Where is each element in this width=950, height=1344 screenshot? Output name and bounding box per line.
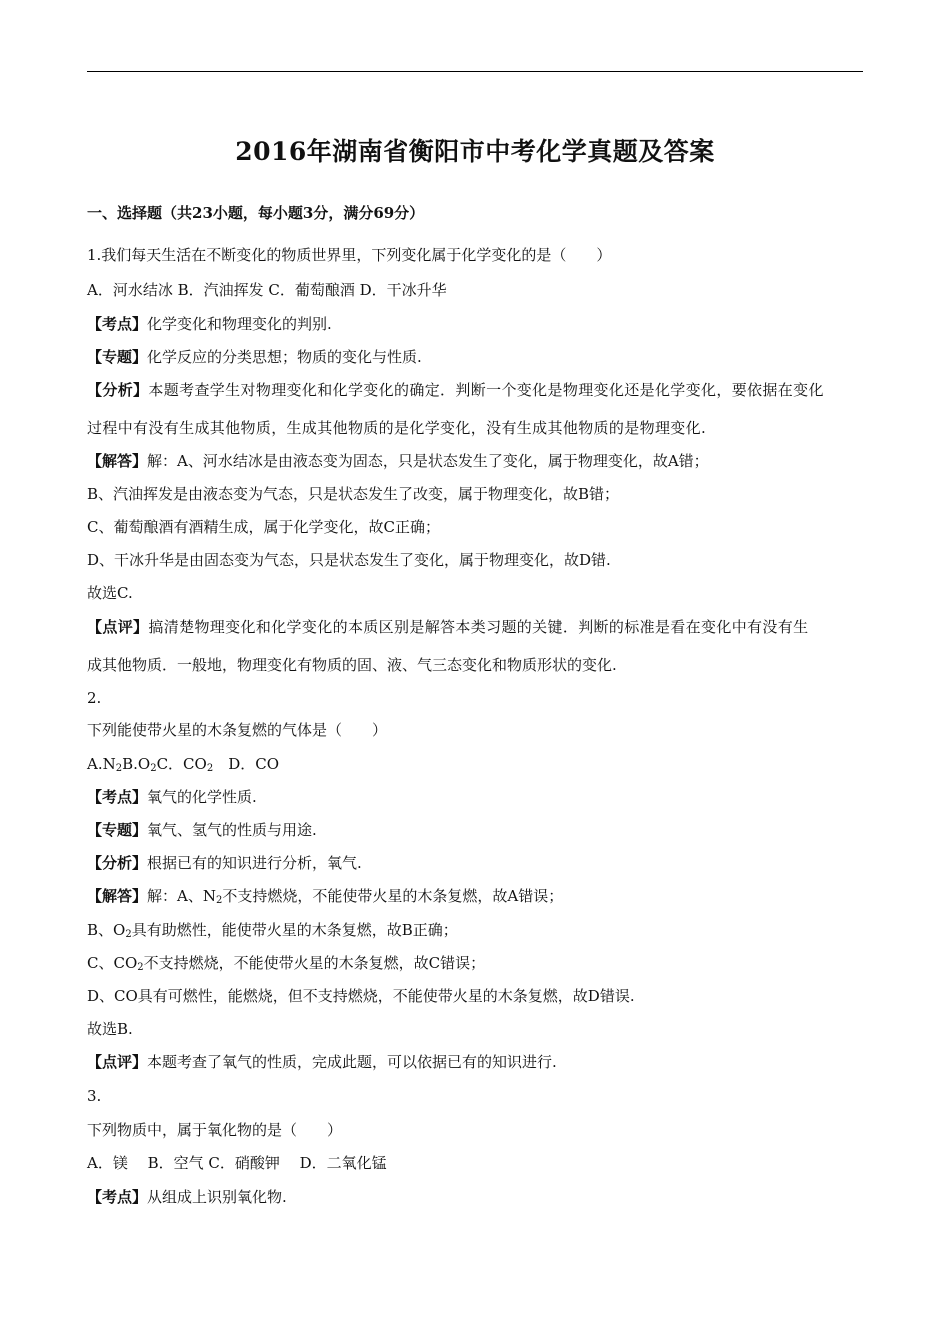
- q1-kaodian: 【考点】化学变化和物理变化的判别.: [87, 315, 332, 333]
- q1-jieda-d: D、干冰升华是由固态变为气态，只是状态发生了变化，属于物理变化，故D错.: [87, 551, 611, 569]
- q2-choice: 故选B.: [87, 1020, 133, 1038]
- q1-zhuanti: 【专题】化学反应的分类思想；物质的变化与性质.: [87, 348, 422, 366]
- page-title: 2016年湖南省衡阳市中考化学真题及答案: [235, 137, 715, 166]
- q1-fenxi-cont: 过程中有没有生成其他物质，生成其他物质的是化学变化，没有生成其他物质的是物理变化.: [87, 419, 707, 437]
- q1-fenxi: 【分析】本题考查学生对物理变化和化学变化的确定．判断一个变化是物理变化还是化学变化，要依据在变化: [87, 381, 824, 399]
- q3-stem: 下列物质中，属于氧化物的是（ ）: [87, 1121, 343, 1139]
- q2-options: $A.N_2B.O_2C$．$CO_2$ D．CO: [87, 755, 280, 774]
- q2-number: 2.: [87, 689, 102, 707]
- q1-dianping-cont: 成其他物质．一般地，物理变化有物质的固、液、气三态变化和物质形状的变化.: [87, 656, 617, 674]
- q2-kaodian: 【考点】氧气的化学性质.: [87, 788, 257, 806]
- q2-zhuanti: 【专题】氧气、氢气的性质与用途.: [87, 821, 317, 839]
- q1-stem: 1.我们每天生活在不断变化的物质世界里，下列变化属于化学变化的是（ ）: [87, 246, 612, 264]
- jieda-tag: 【解答】: [87, 452, 148, 470]
- kaodian-tag: 【考点】: [87, 315, 148, 333]
- q2-fenxi: 【分析】根据已有的知识进行分析，氧气.: [87, 854, 362, 872]
- q3-options: A．镁 B．空气 C．硝酸钾 D．二氧化锰: [87, 1154, 387, 1172]
- dianping-tag: 【点评】: [87, 618, 149, 636]
- q2-stem: 下列能使带火星的木条复燃的气体是（ ）: [87, 721, 388, 739]
- q1-jieda-b: B、汽油挥发是由液态变为气态，只是状态发生了改变，属于物理变化，故B错；: [87, 485, 620, 503]
- q1-options: A．河水结冰 B．汽油挥发 C．葡萄酿酒 D．干冰升华: [87, 281, 447, 299]
- q2-jieda: 【解答】解：A、$N_2$不支持燃烧，不能使带火星的木条复燃，故A错误；: [87, 887, 564, 906]
- q2-jieda-d: D、CO具有可燃性，能燃烧，但不支持燃烧，不能使带火星的木条复燃，故D错误.: [87, 987, 635, 1005]
- zhuanti-tag: 【专题】: [87, 348, 148, 366]
- q3-kaodian: 【考点】从组成上识别氧化物.: [87, 1188, 287, 1206]
- q2-jieda-b: B、$O_2$具有助燃性，能使带火星的木条复燃，故B正确；: [87, 921, 458, 940]
- q2-dianping: 【点评】本题考查了氧气的性质，完成此题，可以依据已有的知识进行.: [87, 1053, 557, 1071]
- q1-jieda: 【解答】解：A、河水结冰是由液态变为固态，只是状态发生了变化，属于物理变化，故A错；: [87, 452, 709, 470]
- section-heading: 一、选择题（共23小题，每小题3分，满分69分）: [87, 204, 425, 222]
- q1-dianping: 【点评】搞清楚物理变化和化学变化的本质区别是解答本类习题的关键．判断的标准是看在变化中有没有生: [87, 618, 809, 636]
- header-rule: [87, 71, 863, 72]
- q1-jieda-c: C、葡萄酿酒有酒精生成，属于化学变化，故C正确；: [87, 518, 440, 536]
- fenxi-tag: 【分析】: [87, 381, 149, 399]
- q2-jieda-c: C、$CO_2$不支持燃烧，不能使带火星的木条复燃，故C错误；: [87, 954, 486, 973]
- q1-choice: 故选C.: [87, 584, 133, 602]
- q3-number: 3.: [87, 1087, 102, 1105]
